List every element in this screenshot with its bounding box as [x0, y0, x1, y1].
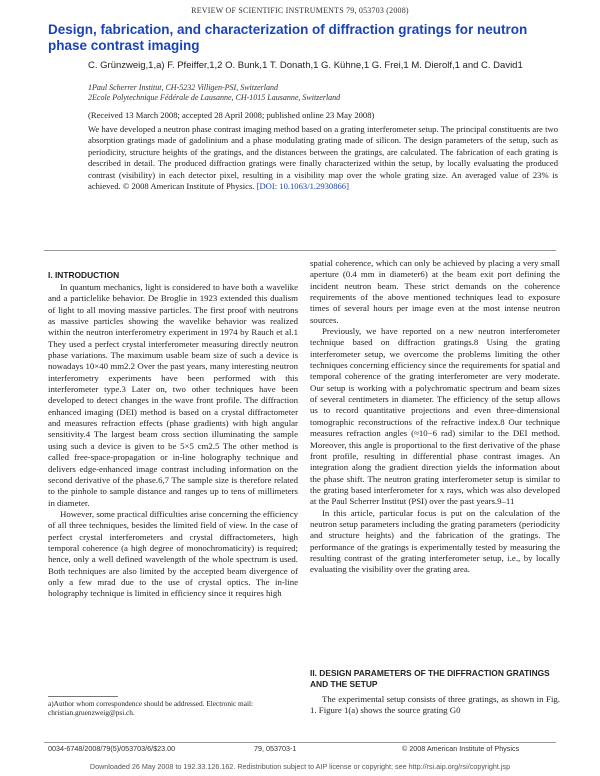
col2-paragraph-3: In this article, particular focus is put on the calculation of the neutron setup parameters including the grating parameters (periodicity and structure heights) and the fabrication of the gratings. The performance of the gratings is experimentally tested by measuring the resulting contrast of the grating interferometer setup, i.e., by locally evaluating the visibility over the grating area. [310, 507, 560, 575]
footer-divider [44, 742, 556, 743]
intro-paragraph-1: In quantum mechanics, light is considered to have both a wavelike and a particlelike behavior. De Broglie in 1923 extended this dualism of light to all moving massive particles. The first proof with neutrons as massive particles showing the wavelike behavior was realized within the neutron interferometry experiment in 1974 by Rauch et al.1 They used a perfect crystal interferometer measuring directly neutron phase variations. The maximum usable beam size of such a device is nowadays 10×40 mm2.2 Over the past years, many interesting neutron interferometry experiments have been performed with this interferometer type.3 Later on, two other techniques have been developed to detect changes in the wave front profile. The diffraction enhanced imaging (DEI) method is based on a crystal diffractometer and measures refraction effects (phase gradients) with high angular sensitivity.4 The largest beam cross section illuminating the sample using such a device is given to be 5×5 cm2.5 The other method is called free-space-propagation or in-line holography technique and delivers edge-enhanced image contrast including information on the second derivative of the phase.6,7 The sample size is therefore related to the pinhole to sample distance and ranges up to tens of millimeters in diameter. [48, 282, 298, 508]
intro-paragraph-2: However, some practical difficulties arise concerning the efficiency of all three techniques, besides the limited field of view. In the case of perfect crystal interferometers and crystal diffractometers, high temporal coherence (a high degree of monochromaticity) is required; hence, only a well defined wavelength of the whole spectrum is used. Both techniques are also limited by the accepted beam divergence of only a few mrad due to the use of crystal optics. The in-line holography technique is limited in efficiency since it requires high [48, 508, 298, 599]
paper-title: Design, fabrication, and characterization of diffraction gratings for neutron phase contrast imaging [48, 22, 528, 53]
received-dates: (Received 13 March 2008; accepted 28 April 2008; published online 23 May 2008) [88, 110, 375, 120]
section-heading-design-parameters: II. DESIGN PARAMETERS OF THE DIFFRACTION GRATINGS AND THE SETUP [310, 668, 550, 689]
affiliations [88, 83, 558, 103]
col2-paragraph-1: spatial coherence, which can only be achieved by placing a very small aperture (0.4 mm in diameter6) at the beam exit port defining the incident neutron beam. These strict demands on the coherence requirements of the above mentioned techniques lead to exposure times of several hours per image even at the most intense neutron sources. [310, 258, 560, 325]
abstract-text: We have developed a neutron phase contrast imaging method based on a grating interferometer setup. The principal constituents are two absorption gratings made of gadolinium and a phase modulating grating made of silicon. The design parameters of the setup, such as periodicity, structure heights of the gratings, and the distances between the gratings, are calculated. The fabrication of each grating is described in detail. The produced diffraction gratings were finally characterized within the setup, by locally evaluating the produced contrast (visibility) in each detector pixel, resulting in a visibility map over the whole grating size. An averaged value of 23% is achieved. © 2008 American Institute of Physics. [88, 124, 558, 192]
abstract [88, 124, 558, 192]
doi-link[interactable]: [DOI: 10.1063/1.2930866] [256, 181, 349, 192]
affiliation-2: 2Ecole Polytechnique Fédérale de Lausanne, CH-1015 Lausanne, Switzerland [88, 93, 341, 102]
footnote-divider [48, 696, 118, 697]
section-heading-introduction: I. INTRODUCTION [48, 270, 120, 280]
sec2-paragraph-1: The experimental setup consists of three gratings, as shown in Fig. 1. Figure 1(a) shows the source grating G0 [310, 694, 560, 716]
footer-issn: 0034-6748/2008/79(5)/053703/6/$23.00 [48, 744, 176, 753]
header-divider [44, 250, 556, 251]
footer-page-number: 79, 053703-1 [254, 744, 297, 753]
section-2-text [310, 694, 560, 717]
running-head: REVIEW OF SCIENTIFIC INSTRUMENTS 79, 053703 (2008) [191, 6, 409, 15]
author-list: C. Grünzweig,1,a) F. Pfeiffer,1,2 O. Bunk,1 T. Donath,1 G. Kühne,1 G. Frei,1 M. Dierolf,1 and C. David1 [88, 60, 523, 71]
right-column [310, 258, 560, 576]
download-notice: Downloaded 26 May 2008 to 192.33.126.162. Redistribution subject to AIP license or copyright; see http://rsi.aip.org/rsi/copyright.jsp [89, 762, 511, 771]
affiliation-1: 1Paul Scherrer Institut, CH-5232 Villigen-PSI, Switzerland [88, 83, 278, 92]
left-column [48, 282, 298, 600]
col2-paragraph-2: Previously, we have reported on a new neutron interferometer technique based on diffraction gratings.8 Using the grating interferometer setup, we overcome the problems limiting the other techniques concerning efficiency since the requirements for spatial and temporal coherence of the grating interferometer are very moderate. Our setup is working with a polychromatic spectrum and beam sizes of several centimeters in diameter. The efficiency of the setup allows us to record quantitative projections and even three-dimensional tomographic reconstructions of the refractive index.8 Our technique measures refraction angles (≈10−6 rad) similar to the DEI method. Moreover, this angle is proportional to the first derivative of the phase front profile, resulting in differential phase contrast images. An integration along the gradient direction yields the information about the phase shift. The neutron grating interferometer setup is similar to the grating based interferometer for x rays, which was also developed at the Paul Scherrer Institut (PSI) over the past years.9–11 [310, 326, 560, 507]
footnote: a)Author whom correspondence should be addressed. Electronic mail: christian.gruenzweig@psi.ch. [48, 699, 254, 717]
footer-copyright: © 2008 American Institute of Physics [402, 744, 520, 753]
